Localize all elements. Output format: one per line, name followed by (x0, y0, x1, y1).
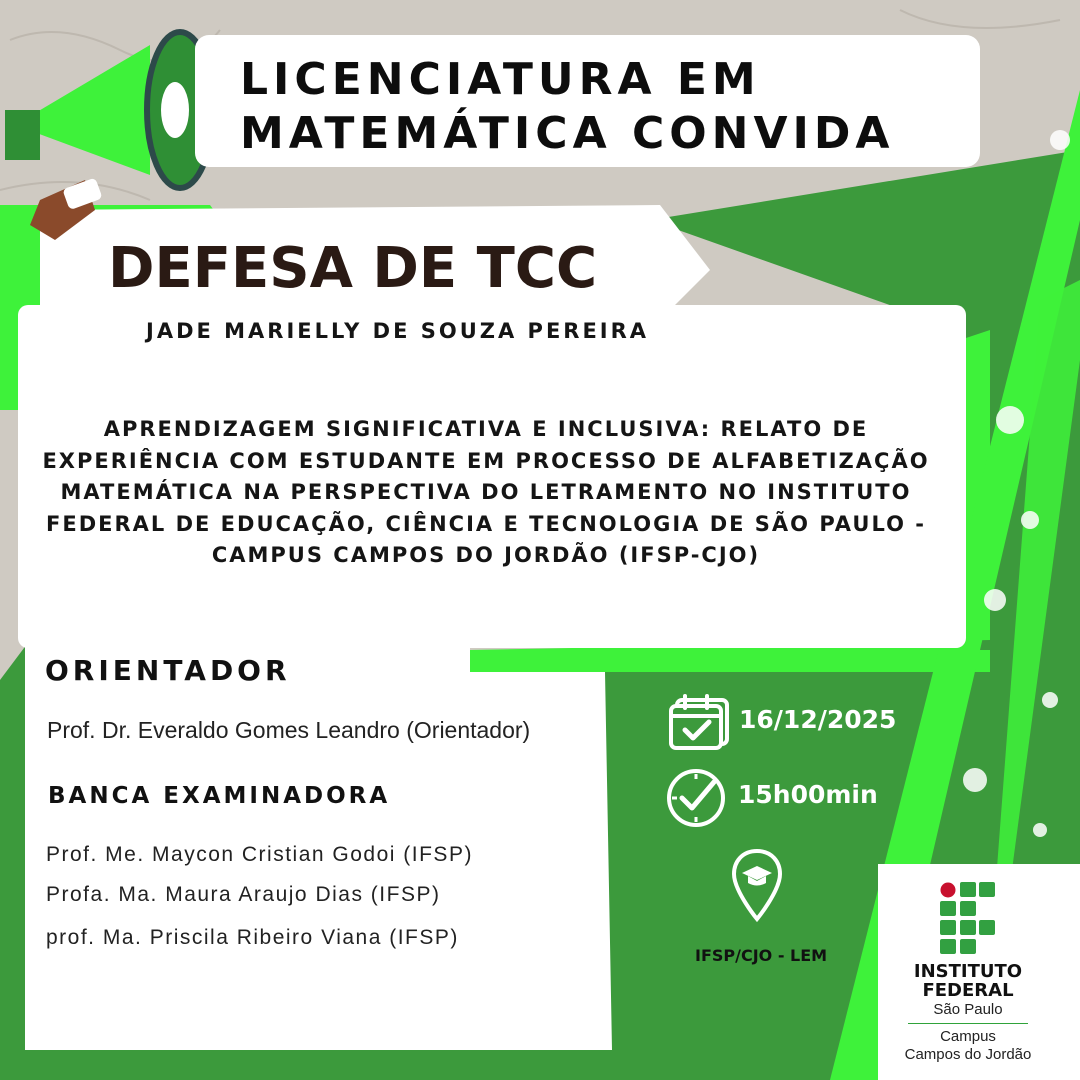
event-location: IFSP/CJO - LEM (695, 946, 828, 965)
advisor-name: Prof. Dr. Everaldo Gomes Leandro (Orientador) (47, 717, 531, 743)
advisor-heading: ORIENTADOR (45, 654, 291, 687)
event-title: DEFESA DE TCC (108, 236, 598, 301)
logo-name-line-1: INSTITUTO (913, 961, 1023, 982)
clock-check-icon (664, 766, 728, 830)
ifsp-logo-icon (940, 882, 996, 956)
logo-state: São Paulo (933, 1001, 1003, 1018)
logo-campus-line-1: Campus (940, 1028, 996, 1045)
committee-heading: BANCA EXAMINADORA (48, 783, 391, 809)
committee-member: Profa. Ma. Maura Araujo Dias (IFSP) (46, 883, 441, 906)
event-date: 16/12/2025 (739, 705, 897, 734)
logo-name-line-2: FEDERAL (922, 980, 1014, 1001)
header-line-2: MATEMÁTICA CONVIDA (240, 108, 895, 159)
megaphone-icon (0, 15, 225, 240)
graduation-pin-icon (730, 847, 784, 925)
committee-member: Prof. Me. Maycon Cristian Godoi (IFSP) (46, 843, 473, 866)
header-line-1: LICENCIATURA EM (240, 54, 761, 105)
logo-divider (908, 1023, 1028, 1024)
event-time: 15h00min (738, 780, 878, 809)
committee-member: prof. Ma. Priscila Ribeiro Viana (IFSP) (46, 926, 459, 949)
student-name: JADE MARIELLY DE SOUZA PEREIRA (146, 319, 650, 343)
calendar-check-icon (667, 692, 733, 752)
logo-campus-line-2: Campos do Jordão (904, 1046, 1032, 1063)
thesis-title: APRENDIZAGEM SIGNIFICATIVA E INCLUSIVA: RELATO DE EXPERIÊNCIA COM ESTUDANTE EM PROCESSO DE ALFABETIZAÇÃO MATEMÁTICA NA PERSPECTIVA DO LETRAMENTO NO INSTITUTO FEDERAL DE EDUCAÇÃO, CIÊNCIA E TECNOLOGIA DE SÃO PAULO - CAMPUS CAMPOS DO JORDÃO (IFSP-CJO) (42, 417, 930, 567)
